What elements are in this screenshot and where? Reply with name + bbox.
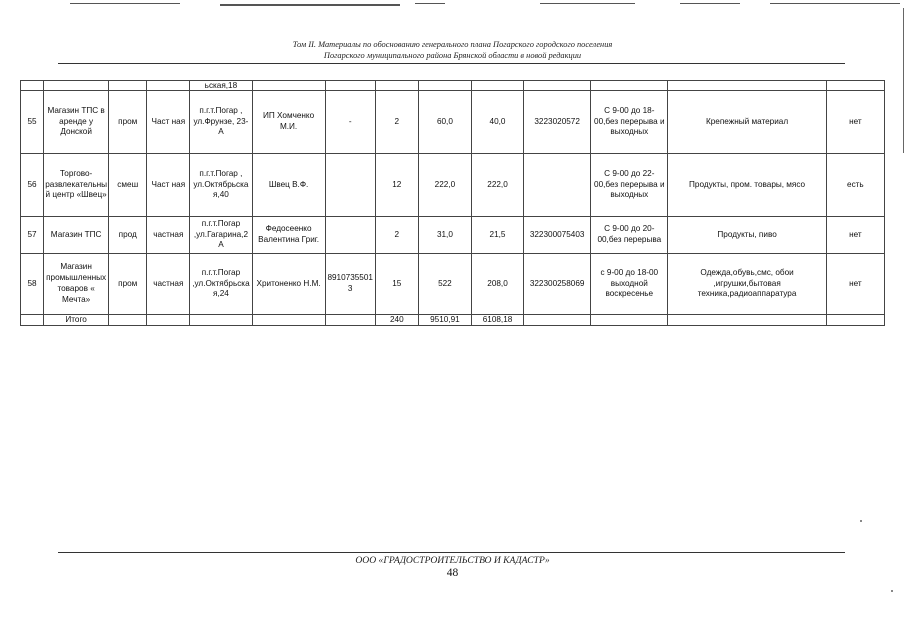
footer-organization: ООО «ГРАДОСТРОИТЕЛЬСТВО И КАДАСТР» [355,555,550,566]
inn: 3223020572 [524,91,591,154]
ownership: Част ная [147,154,190,217]
area-trade: 40,0 [471,91,523,154]
table-cell [471,81,523,91]
availability-flag: нет [826,91,884,154]
goods: Продукты, пиво [668,217,826,254]
area-trade: 222,0 [471,154,523,217]
footer-rule [58,552,845,553]
table-cell [147,81,190,91]
address: п.г.т.Погар ,ул.Гагарина,2А [190,217,252,254]
address: п.г.т.Погар ,ул.Октябрьская,24 [190,254,252,315]
table-cell [668,315,826,326]
area-total: 522 [418,254,471,315]
shop-type: прод [109,217,147,254]
inn [524,154,591,217]
row-number: 58 [21,254,44,315]
phone [325,217,375,254]
phone: - [325,91,375,154]
area-total: 31,0 [418,217,471,254]
shop-type: пром [109,254,147,315]
header-rule [58,63,845,64]
row-number: 57 [21,217,44,254]
shop-type: смеш [109,154,147,217]
total-area: 9510,91 [418,315,471,326]
table-cell [524,315,591,326]
address: п.г.т.Погар , ул.Октябрьская,40 [190,154,252,217]
owner: Хритоненко Н.М. [252,254,325,315]
document-header-line-1: Том II. Материалы по обоснованию генерального плана Погарского городского поселения [292,40,613,49]
inn: 322300258069 [524,254,591,315]
ownership: частная [147,254,190,315]
table-row-total [21,315,885,326]
address: п.г.т.Погар , ул.Фрунзе, 23-А [190,91,252,154]
shop-name: Магазин ТПС [44,217,109,254]
availability-flag: нет [826,217,884,254]
scan-speck [860,520,862,522]
staff-count: 15 [375,254,418,315]
scan-top-edge [70,3,900,7]
availability-flag: есть [826,154,884,217]
table-cell [325,81,375,91]
total-label: Итого [44,315,109,326]
table-cell [591,315,668,326]
table-row [21,91,885,154]
table-cell [109,315,147,326]
table-cell [252,315,325,326]
shop-name: Магазин промышленных товаров « Мечта» [44,254,109,315]
scan-right-edge [903,8,904,153]
table-row [21,254,885,315]
table-row [21,217,885,254]
table-row [21,154,885,217]
owner: Швец В.Ф. [252,154,325,217]
shop-name: Магазин ТПС в аренде у Донской [44,91,109,154]
area-trade: 208,0 [471,254,523,315]
area-total: 222,0 [418,154,471,217]
document-header-line-2: Погарского муниципального района Брянской области в новой редакции [323,51,582,60]
shop-name: Торгово-развлекательный центр «Швец» [44,154,109,217]
opening-hours: с 9-00 до 18-00 выходной воскресенье [591,254,668,315]
ownership: Част ная [147,91,190,154]
area-total: 60,0 [418,91,471,154]
staff-count: 12 [375,154,418,217]
table-cell [375,81,418,91]
goods: Крепежный материал [668,91,826,154]
goods: Одежда,обувь,смс, обои ,игрушки,бытовая техника,радиоаппаратура [668,254,826,315]
ownership: частная [147,217,190,254]
table-cell [826,315,884,326]
table-cell [147,315,190,326]
shops-table [20,80,885,326]
opening-hours: С 9-00 до 22-00,без перерыва и выходных [591,154,668,217]
table-cell [44,81,109,91]
table-cell [21,315,44,326]
table-cell [109,81,147,91]
staff-count: 2 [375,91,418,154]
table-row-continuation [21,81,885,91]
shop-type: пром [109,91,147,154]
table-cell [418,81,471,91]
availability-flag: нет [826,254,884,315]
row-number: 56 [21,154,44,217]
owner: Федосеенко Валентина Григ. [252,217,325,254]
staff-count: 2 [375,217,418,254]
opening-hours: С 9-00 до 20-00,без перерыва [591,217,668,254]
total-staff: 240 [375,315,418,326]
table-cell [826,81,884,91]
table-cell [591,81,668,91]
page-number: 48 [446,567,459,579]
table-cell [21,81,44,91]
area-trade: 21,5 [471,217,523,254]
scan-speck [891,590,893,592]
goods: Продукты, пром. товары, мясо [668,154,826,217]
total-trade-area: 6108,18 [471,315,523,326]
phone [325,154,375,217]
table-cell [252,81,325,91]
table-cell [325,315,375,326]
table-cell-address: ьская,18 [190,81,252,91]
row-number: 55 [21,91,44,154]
opening-hours: С 9-00 до 18-00,без перерыва и выходных [591,91,668,154]
table-cell [524,81,591,91]
table-cell [190,315,252,326]
phone: 89107355013 [325,254,375,315]
table-cell [668,81,826,91]
inn: 322300075403 [524,217,591,254]
owner: ИП Хомченко М.И. [252,91,325,154]
